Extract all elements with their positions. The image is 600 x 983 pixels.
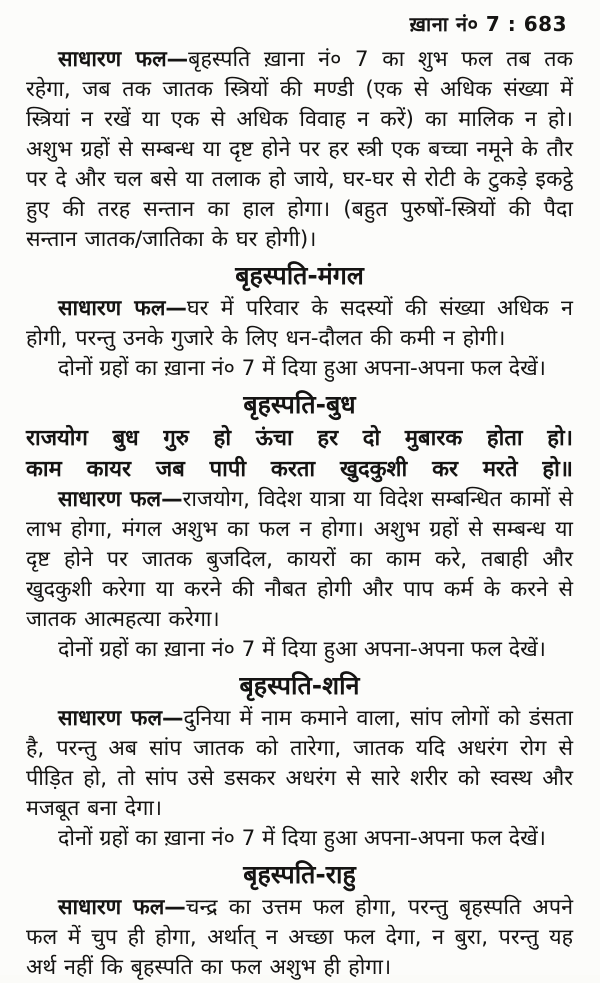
paragraph-jupiter-mercury-result	[26, 485, 573, 635]
section-heading-jupiter-mars: बृहस्पति-मंगल	[235, 261, 364, 290]
section-heading-jupiter-rahu: बृहस्पति-राहु	[243, 860, 356, 889]
couplet-line-1: राजयोग बुध गुरु हो ऊंचा हर दो मुबारक होता हो।	[26, 426, 573, 451]
lead-label-sadharan-phal: साधारण फल—	[58, 296, 187, 321]
paragraph-text: राजयोग, विदेश यात्रा या विदेश सम्बन्धित कामों से लाभ होगा, मंगल अशुभ का फल न होगा। अशुभ ग्रहों से सम्बन्ध या दृष्ट होने पर जातक बुजदिल, कायरों का काम करे, तबाही और खुदकुशी करेगा या करने की नौबत होगी और पाप कर्म के करने से जातक आत्महत्या करेगा।	[26, 487, 573, 632]
paragraph-jupiter-general-result	[26, 45, 573, 255]
note-see-khana-7-results: दोनों ग्रहों का ख़ाना नं० 7 में दिया हुआ अपना-अपना फल देखें।	[58, 637, 546, 662]
page-header-khana-number: ख़ाना नं० 7 : 683	[409, 12, 567, 36]
paragraph-text: चन्द्र का उत्तम फल होगा, परन्तु बृहस्पति अपने फल में चुप ही होगा, अर्थात् न अच्छा फल देगा, न बुरा, परन्तु यह अर्थ नहीं कि बृहस्पति का फल अशुभ ही होगा।	[26, 895, 574, 980]
lead-label-sadharan-phal: साधारण फल—	[58, 706, 184, 731]
note-see-khana-7-results: दोनों ग्रहों का ख़ाना नं० 7 में दिया हुआ अपना-अपना फल देखें।	[58, 356, 546, 381]
paragraph-text: बृहस्पति ख़ाना नं० 7 का शुभ फल तब तक रहेगा, जब तक जातक स्त्रियों की मण्डी (एक से अधिक संख्या में स्त्रियां न रखें या एक से अधिक विवाह न करें) का मालिक न हो। अशुभ ग्रहों से सम्बन्ध या दृष्ट होने पर हर स्त्री एक बच्चा नमूने के तौर पर दे और चल बसे या तलाक हो जाये, घर-घर से रोटी के टुकड़े इकट्ठे हुए की तरह सन्तान का हाल होगा। (बहुत पुरुषों-स्त्रियों की पैदा सन्तान जातक/जातिका के घर होगी)।	[26, 47, 574, 252]
lead-label-sadharan-phal: साधारण फल—	[58, 895, 186, 920]
lead-label-sadharan-phal: साधारण फल—	[58, 487, 183, 512]
paragraph-jupiter-rahu-result	[26, 893, 573, 983]
section-heading-jupiter-saturn: बृहस्पति-शनि	[239, 671, 360, 700]
paragraph-jupiter-saturn-result	[26, 704, 573, 824]
paragraph-jupiter-mars-result	[26, 294, 573, 354]
section-heading-jupiter-mercury: बृहस्पति-बुध	[243, 390, 356, 419]
paragraph-text: दुनिया में नाम कमाने वाला, सांप लोगों को डंसता है, परन्तु अब सांप जातक को तारेगा, जातक यदि अधरंग रोग से पीड़ित हो, तो सांप उसे डसकर अधरंग से सारे शरीर को स्वस्थ और मजबूत बना देगा।	[26, 706, 574, 821]
paragraph-text: घर में परिवार के सदस्यों की संख्या अधिक न होगी, परन्तु उनके गुजारे के लिए धन-दौलत की कमी न होगी।	[26, 296, 573, 351]
couplet-line-2: काम कायर जब पापी करता खुदकुशी कर मरते हो॥	[26, 457, 573, 482]
lead-label-sadharan-phal: साधारण फल—	[58, 47, 189, 72]
note-see-khana-7-results: दोनों ग्रहों का ख़ाना नं० 7 में दिया हुआ अपना-अपना फल देखें।	[58, 826, 546, 851]
